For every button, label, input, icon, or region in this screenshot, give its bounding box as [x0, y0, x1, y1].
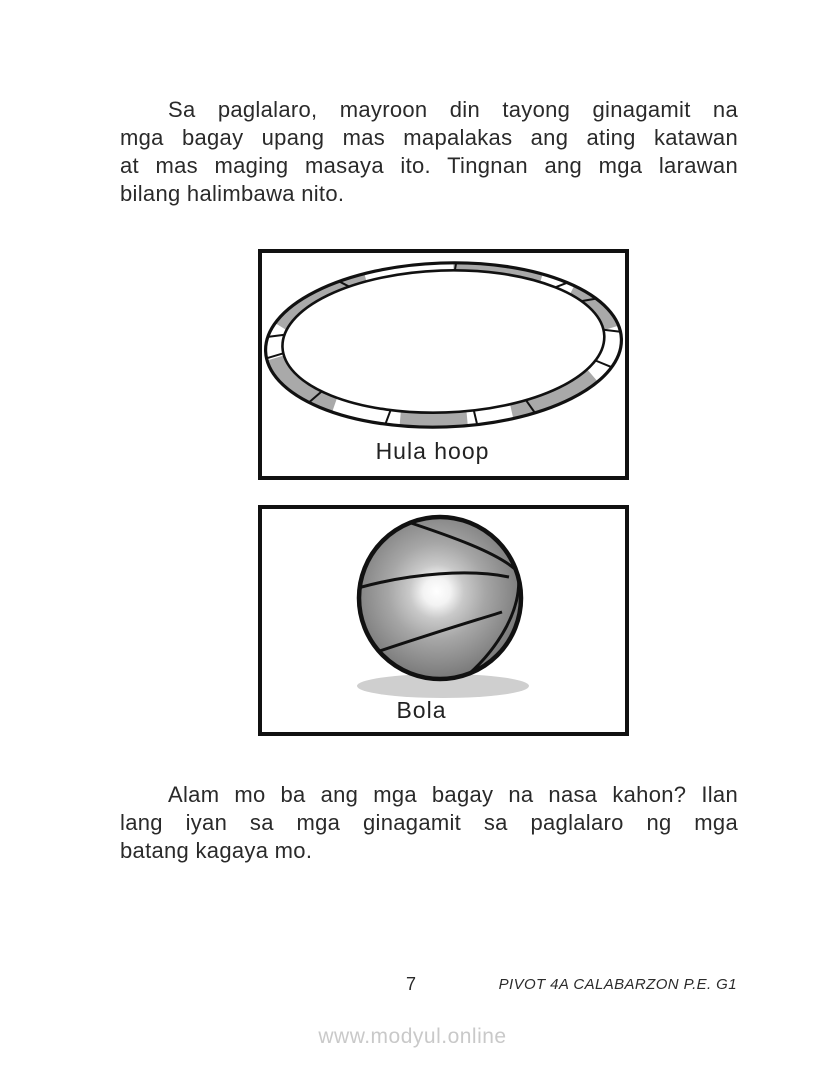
paragraph-line: at mas maging masaya ito. Tingnan ang mga larawan	[120, 153, 738, 178]
paragraph-line: mga bagay upang mas mapalakas ang ating katawan	[120, 125, 738, 150]
watermark-text: www.modyul.online	[318, 1025, 507, 1048]
figure-caption-bola: Bola	[396, 697, 447, 723]
footer-source-label: PIVOT 4A CALABARZON P.E. G1	[498, 976, 737, 993]
page-number: 7	[405, 974, 416, 994]
paragraph-line: Alam mo ba ang mga bagay na nasa kahon? Ilan	[168, 782, 738, 807]
paragraph-line: batang kagaya mo.	[120, 838, 313, 863]
paragraph-line: bilang halimbawa nito.	[120, 181, 345, 206]
figure-box-bola	[258, 505, 629, 736]
hula-hoop-illustration	[262, 253, 625, 435]
basketball-illustration	[262, 509, 625, 701]
paragraph-line: lang iyan sa mga ginagamit sa paglalaro ng mga	[120, 810, 738, 835]
figure-caption-hula-hoop: Hula hoop	[375, 438, 490, 464]
intro-paragraph	[120, 96, 738, 208]
closing-paragraph	[120, 781, 738, 865]
ball-body	[359, 517, 521, 679]
figure-box-hula-hoop	[258, 249, 629, 480]
paragraph-line: Sa paglalaro, mayroon din tayong ginagamit na	[168, 97, 738, 122]
